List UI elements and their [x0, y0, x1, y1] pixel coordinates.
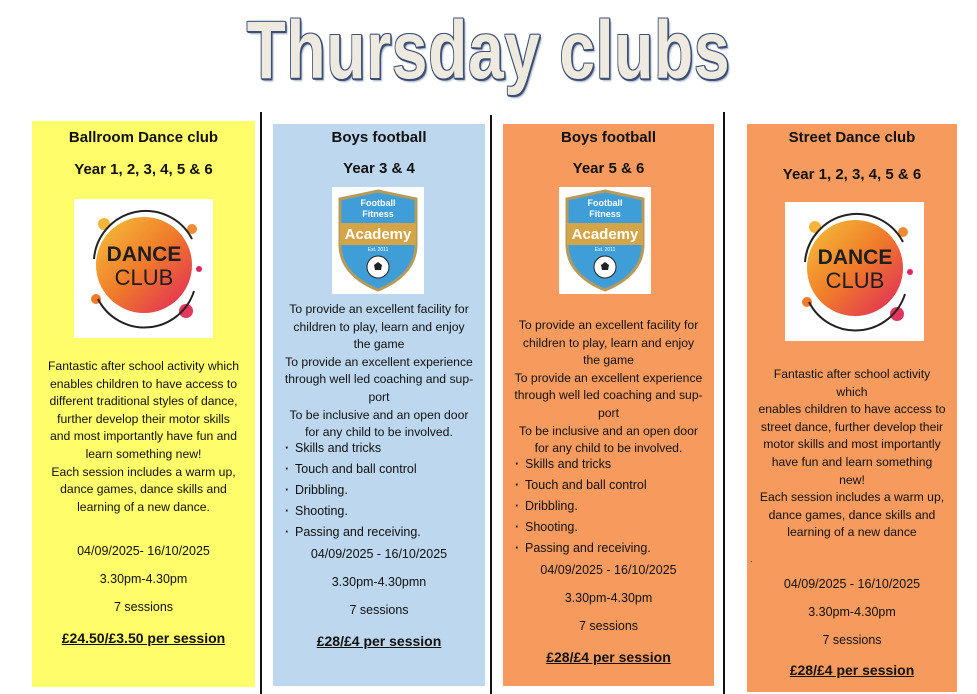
logo-text-est: Est. 2011 — [594, 247, 616, 253]
club-description: Fantastic after school activity which enables children to have access to different traditional styles of dance, further develop their motor skills and most importantly have fun and learn something new! Each session includes a warm up, dance games, dance skills and learning of a new dance. — [47, 359, 239, 514]
list-item: · Dribbling. — [515, 496, 710, 517]
club-sessions: 7 sessions — [349, 603, 409, 617]
dance-club-logo — [74, 199, 213, 338]
club-price: £28/£4 per session — [546, 649, 671, 665]
logo-text-club: CLUB — [114, 265, 174, 290]
club-name: Ballroom Dance club — [68, 129, 219, 146]
list-item: · Skills and tricks — [285, 438, 480, 459]
club-name: Street Dance club — [788, 129, 916, 146]
club-card-street-dance — [747, 124, 957, 692]
club-price: £28/£4 per session — [789, 662, 915, 678]
list-item: · Passing and receiving. — [285, 522, 480, 543]
logo-text-fitness: Fitness — [362, 209, 394, 219]
club-time: 3.30pm-4.30pmn — [331, 575, 427, 589]
logo-text-club: CLUB — [825, 268, 885, 293]
football-academy-logo — [559, 187, 651, 294]
club-card-boys-football-y5-6 — [503, 124, 714, 686]
stray-mark: . — [750, 554, 753, 564]
logo-text-football: Football — [587, 198, 623, 208]
column-divider — [260, 112, 262, 694]
list-item: · Shooting. — [285, 501, 480, 522]
logo-text-fitness: Fitness — [589, 209, 621, 219]
club-years: Year 5 & 6 — [572, 160, 645, 177]
logo-text-academy: Academy — [344, 226, 412, 243]
club-price: £24.50/£3.50 per session — [61, 630, 226, 646]
club-time: 3.30pm-4.30pm — [808, 605, 896, 619]
club-years: Year 3 & 4 — [343, 160, 415, 177]
list-item: · Skills and tricks — [515, 454, 710, 475]
activity-list — [515, 454, 710, 559]
list-item: · Dribbling. — [285, 480, 480, 501]
club-price: £28/£4 per session — [316, 633, 442, 649]
logo-text-dance: DANCE — [817, 246, 893, 269]
club-description: Fantastic after school activity which enables children to have access to street dance, further develop their motor skills and most importantly have fun and learn something new! Each session includes a warm up, dance games, dance skills and learning of a new dance — [758, 367, 946, 540]
club-sessions: 7 sessions — [578, 619, 639, 633]
list-item: · Touch and ball control — [515, 475, 710, 496]
logo-text-est: Est. 2011 — [367, 247, 389, 253]
logo-text-dance: DANCE — [106, 243, 182, 266]
club-name: Boys football — [560, 129, 656, 146]
club-card-boys-football-y3-4 — [273, 124, 485, 686]
page-title: Thursday clubs — [246, 5, 731, 96]
list-item: · Shooting. — [515, 517, 710, 538]
club-dates: 04/09/2025 - 16/10/2025 — [310, 547, 448, 561]
list-item: · Passing and receiving. — [515, 538, 710, 559]
dance-club-logo — [785, 202, 924, 341]
club-years: Year 1, 2, 3, 4, 5 & 6 — [74, 161, 213, 178]
club-dates: 04/09/2025 - 16/10/2025 — [540, 563, 677, 577]
club-dates: 04/09/2025- 16/10/2025 — [77, 544, 210, 558]
logo-text-academy: Academy — [571, 226, 639, 243]
club-sessions: 7 sessions — [822, 633, 882, 647]
club-dates: 04/09/2025 - 16/10/2025 — [783, 577, 921, 591]
football-academy-logo — [332, 187, 424, 294]
club-time: 3.30pm-4.30pm — [99, 572, 188, 586]
club-card-ballroom-dance — [32, 121, 255, 687]
club-description: To provide an excellent facility for children to play, learn and enjoy the game To provide an excellent experience through well led coaching and sup- port To be inclusive and an open door for any child to be involved. — [514, 318, 703, 456]
column-divider — [723, 112, 725, 694]
activity-list — [285, 438, 480, 543]
club-name: Boys football — [331, 129, 427, 146]
club-years: Year 1, 2, 3, 4, 5 & 6 — [782, 166, 922, 183]
list-item: · Touch and ball control — [285, 459, 480, 480]
club-description: To provide an excellent facility for children to play, learn and enjoy the game To provide an excellent experience through well led coaching and sup- port To be inclusive and an open door for any child to be involved. — [284, 302, 474, 440]
club-sessions: 7 sessions — [113, 600, 174, 614]
club-time: 3.30pm-4.30pm — [564, 591, 653, 605]
logo-text-football: Football — [360, 198, 396, 208]
column-divider — [490, 115, 492, 694]
